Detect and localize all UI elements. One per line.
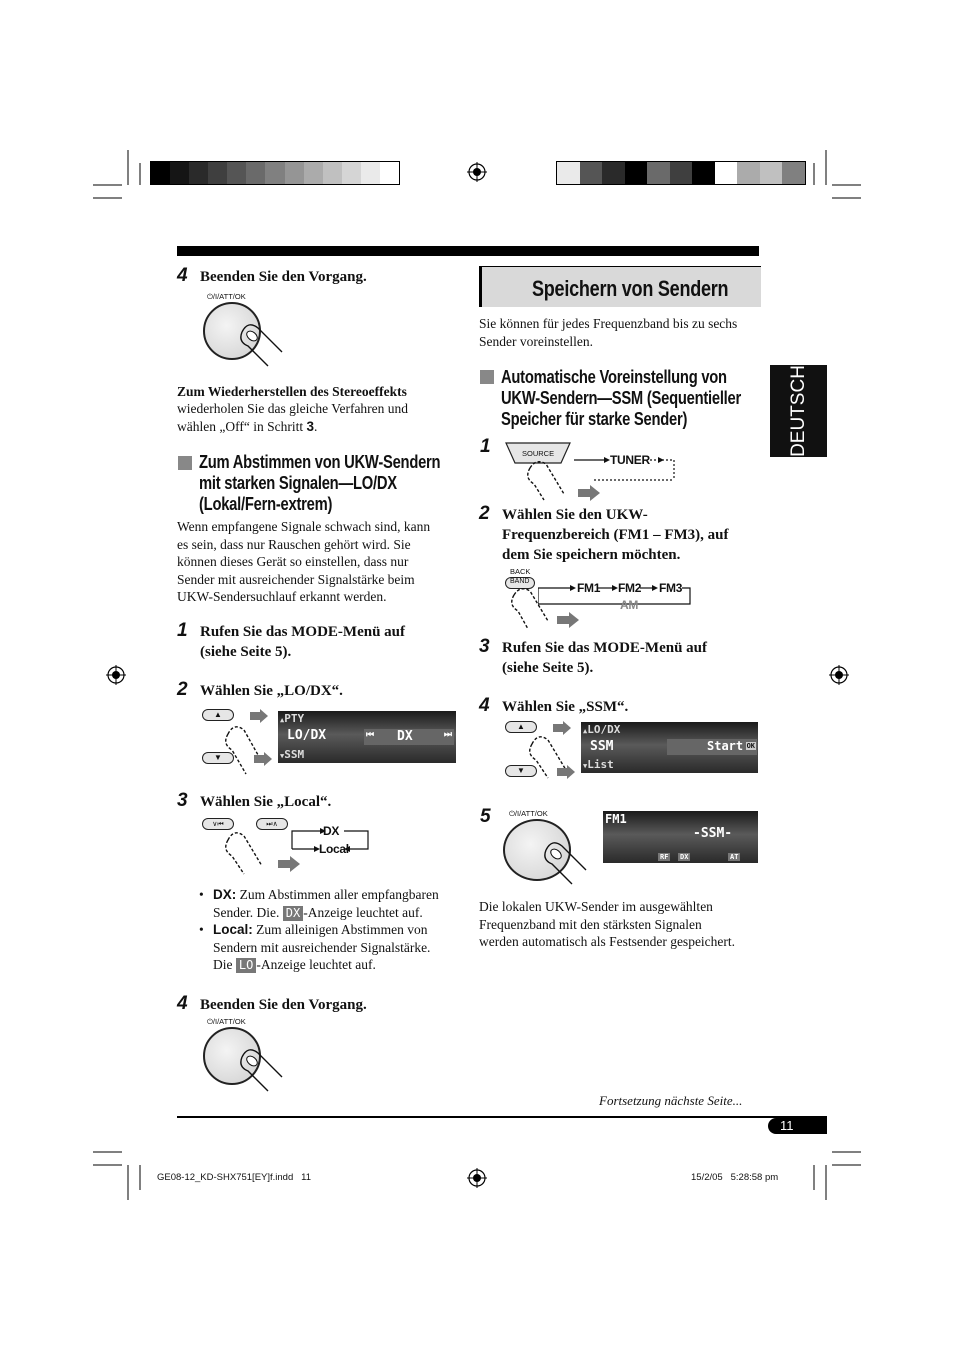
bullet-text: Sendern mit ausreichender Signalstärke. xyxy=(213,939,431,955)
lcd-indicator: DX xyxy=(680,853,689,861)
section-title-line: (Lokal/Fern-extrem) xyxy=(199,494,333,514)
left-step4-bottom xyxy=(177,993,367,1015)
bullet-text: Sender. Die. xyxy=(213,904,280,920)
continued-note: Fortsetzung nächste Seite... xyxy=(599,1093,743,1108)
lcd-status: -SSM- xyxy=(693,826,733,841)
up-button[interactable]: ▲ xyxy=(505,721,537,733)
page-number-tab xyxy=(768,1118,827,1134)
source-button-label: SOURCE xyxy=(522,449,555,458)
right-step4 xyxy=(479,695,629,717)
lcd-indicator: RF xyxy=(660,853,669,861)
arrow-right-icon xyxy=(578,485,600,501)
lcd-row-selected: SSM xyxy=(590,739,614,754)
lcd-row: PTY xyxy=(284,712,305,725)
step-number: 2 xyxy=(479,503,490,524)
step-text: Wählen Sie den UKW- xyxy=(502,507,648,523)
bullet-text: Zum Abstimmen aller empfangbaren xyxy=(239,887,439,902)
finger-press-icon xyxy=(542,836,590,886)
arrow-right-icon xyxy=(553,721,571,735)
bullet-term: Local: xyxy=(213,922,253,937)
section-marker-icon xyxy=(480,370,494,384)
lcd-row: SSM xyxy=(284,748,305,761)
body-line: Wenn empfangene Signale schwach sind, kann xyxy=(177,519,431,534)
step-text: Rufen Sie das MODE-Menü auf xyxy=(502,640,708,656)
body-line: werden automatisch als Festsender gespeichert. xyxy=(479,934,736,949)
step-number: 3 xyxy=(479,636,490,657)
option-dx: DX xyxy=(323,824,340,838)
lcd-mode-lodx: ▲PTY LO/DX ▼SSM ⏮ DX ⏭ xyxy=(278,711,456,763)
footer-rule xyxy=(177,1116,827,1118)
finger-press-icon xyxy=(524,456,570,502)
band-button-label: BAND xyxy=(510,578,530,585)
stereo-text-line: wählen „Off“ in Schritt xyxy=(177,418,304,434)
stereo-heading: Zum Wiederherstellen des Stereoeffekts xyxy=(177,384,407,399)
step-number: 1 xyxy=(480,436,491,457)
step-number: 5 xyxy=(480,806,491,827)
left-step2 xyxy=(177,679,343,701)
back-label: BACK xyxy=(510,567,531,576)
step-text: Frequenzbereich (FM1 – FM3), auf xyxy=(502,527,729,543)
dx-indicator-badge: DX xyxy=(283,906,303,921)
body-line: es sein, dass nur Rauschen gehört wird. Sie xyxy=(177,536,411,552)
page-number: 11 xyxy=(780,1118,794,1133)
down-button[interactable]: ▼ xyxy=(202,752,234,764)
lcd-row: List xyxy=(587,758,614,771)
button-label: ⏻/I/ATT/OK xyxy=(207,1017,246,1026)
step-text: dem Sie speichern möchten. xyxy=(502,547,681,563)
title-box xyxy=(479,266,761,307)
step-number: 4 xyxy=(177,265,188,286)
bullet-text: Die xyxy=(213,957,233,972)
arrow-right-icon xyxy=(250,709,268,723)
band-fm3: FM3 xyxy=(659,581,683,595)
language-tab-label: DEUTSCH xyxy=(787,365,809,457)
file-info: GE08-12_KD-SHX751[EY]f.indd 11 xyxy=(157,1172,312,1183)
tuner-label: TUNER xyxy=(610,453,650,467)
body-line: Sender voreinstellen. xyxy=(479,333,593,349)
section-title-line: UKW-Sendern—SSM (Sequentieller xyxy=(501,388,742,408)
intro-text xyxy=(479,315,737,350)
language-tab xyxy=(770,365,827,457)
finger-press-icon xyxy=(222,826,268,876)
section-title-line: Speicher für starke Sender) xyxy=(501,409,688,429)
lcd-row-selected: LO/DX xyxy=(287,728,327,743)
button-label: ⏻/I/ATT/OK xyxy=(207,292,246,301)
band-am: AM xyxy=(620,598,639,612)
lo-indicator-badge: LO xyxy=(236,958,256,973)
section-marker-icon xyxy=(178,456,192,470)
step-text: Rufen Sie das MODE-Menü auf xyxy=(200,624,406,640)
stereo-text xyxy=(177,400,408,435)
lcd-mode-ssm: ▲LO/DX SSM ▼List Start OK xyxy=(581,722,758,773)
lcd-indicator: AT xyxy=(730,853,739,861)
date-info: 15/2/05 5:28:58 pm xyxy=(691,1172,779,1183)
up-button[interactable]: ▲ xyxy=(202,709,234,721)
option-local: Local xyxy=(319,842,349,856)
band-fm2: FM2 xyxy=(618,581,642,595)
right-step3 xyxy=(479,636,708,676)
stereo-text-line: wiederholen Sie das gleiche Verfahren und xyxy=(177,401,409,416)
bullet-list: • DX: Zum Abstimmen aller empfangbaren Sender. Die. DX -Anzeige leuchtet auf. • Local: Zum alleinigen Abstimmen von Sendern mit ausreichender Signalstärke. Die LO -Anzeige leuchtet auf. xyxy=(199,887,439,972)
bullet-term: DX: xyxy=(213,887,237,902)
step-reference: 3 xyxy=(306,418,314,434)
step-text: Beenden Sie den Vorgang. xyxy=(200,269,367,285)
right-step2 xyxy=(479,503,729,563)
body-line: Die lokalen UKW-Sender im ausgewählten xyxy=(479,899,713,914)
lcd-row: LO/DX xyxy=(587,723,621,736)
down-prev-button[interactable]: ∨⏮ xyxy=(202,818,234,830)
lcd-start: Start xyxy=(707,739,744,753)
body-line: Sie können für jedes Frequenzband bis zu sechs xyxy=(479,316,738,331)
body-line: UKW-Sendersuchlauf erkannt werden. xyxy=(177,589,387,604)
section-title-line: Automatische Voreinstellung von xyxy=(501,367,727,387)
left-step1 xyxy=(177,620,406,660)
step-number: 3 xyxy=(177,790,188,811)
bullet-text: -Anzeige leuchtet auf. xyxy=(256,957,376,972)
step-number: 4 xyxy=(177,993,188,1014)
left-step3 xyxy=(177,790,332,812)
step-text: Beenden Sie den Vorgang. xyxy=(200,997,367,1013)
next-up-button[interactable]: ⏭∧ xyxy=(256,818,288,830)
step-text: Wählen Sie „LO/DX“. xyxy=(200,683,343,699)
bullet-text: -Anzeige leuchtet auf. xyxy=(303,904,423,920)
section-title-ssm xyxy=(501,367,772,430)
lcd-ssm-progress xyxy=(603,811,758,863)
arrow-right-icon xyxy=(254,752,272,766)
step-text: Wählen Sie „Local“. xyxy=(200,794,332,810)
lcd-value: DX xyxy=(397,729,413,744)
step-text: Wählen Sie „SSM“. xyxy=(502,699,629,715)
header-rule xyxy=(177,246,759,256)
finger-press-icon xyxy=(238,1043,286,1093)
page-title: Speichern von Sendern xyxy=(532,276,729,301)
body-line: Frequenzband mit den stärksten Signalen xyxy=(479,916,702,932)
button-label: ⏻/I/ATT/OK xyxy=(509,809,548,818)
stereo-text-end: . xyxy=(313,418,318,434)
body-line: können dieses Gerät so einstellen, dass nur xyxy=(177,554,409,569)
section-title-line: mit starken Signalen—LO/DX xyxy=(199,473,397,493)
left-step4-top xyxy=(177,265,367,287)
band-fm1: FM1 xyxy=(577,581,601,595)
lcd-band: FM1 xyxy=(605,812,627,826)
lcd-ok: OK xyxy=(746,742,755,750)
arrow-right-icon xyxy=(557,765,575,779)
step-text: (siehe Seite 5). xyxy=(200,644,292,660)
down-button[interactable]: ▼ xyxy=(505,765,537,777)
step-text: (siehe Seite 5). xyxy=(502,660,594,676)
finger-press-icon xyxy=(222,718,268,776)
step-number: 2 xyxy=(177,679,188,700)
section-title-lodx xyxy=(199,452,470,515)
bullet-text: Zum alleinigen Abstimmen von xyxy=(256,922,428,937)
step-number: 4 xyxy=(479,695,490,716)
step-number: 1 xyxy=(177,620,188,641)
section-title-line: Zum Abstimmen von UKW-Sendern xyxy=(199,452,441,472)
arrow-right-icon xyxy=(557,612,579,628)
finger-press-icon xyxy=(238,318,286,368)
result-text xyxy=(479,898,735,951)
body-line: Sender mit ausreichender Signalstärke beim xyxy=(177,571,415,587)
section-body-lodx xyxy=(177,518,430,606)
